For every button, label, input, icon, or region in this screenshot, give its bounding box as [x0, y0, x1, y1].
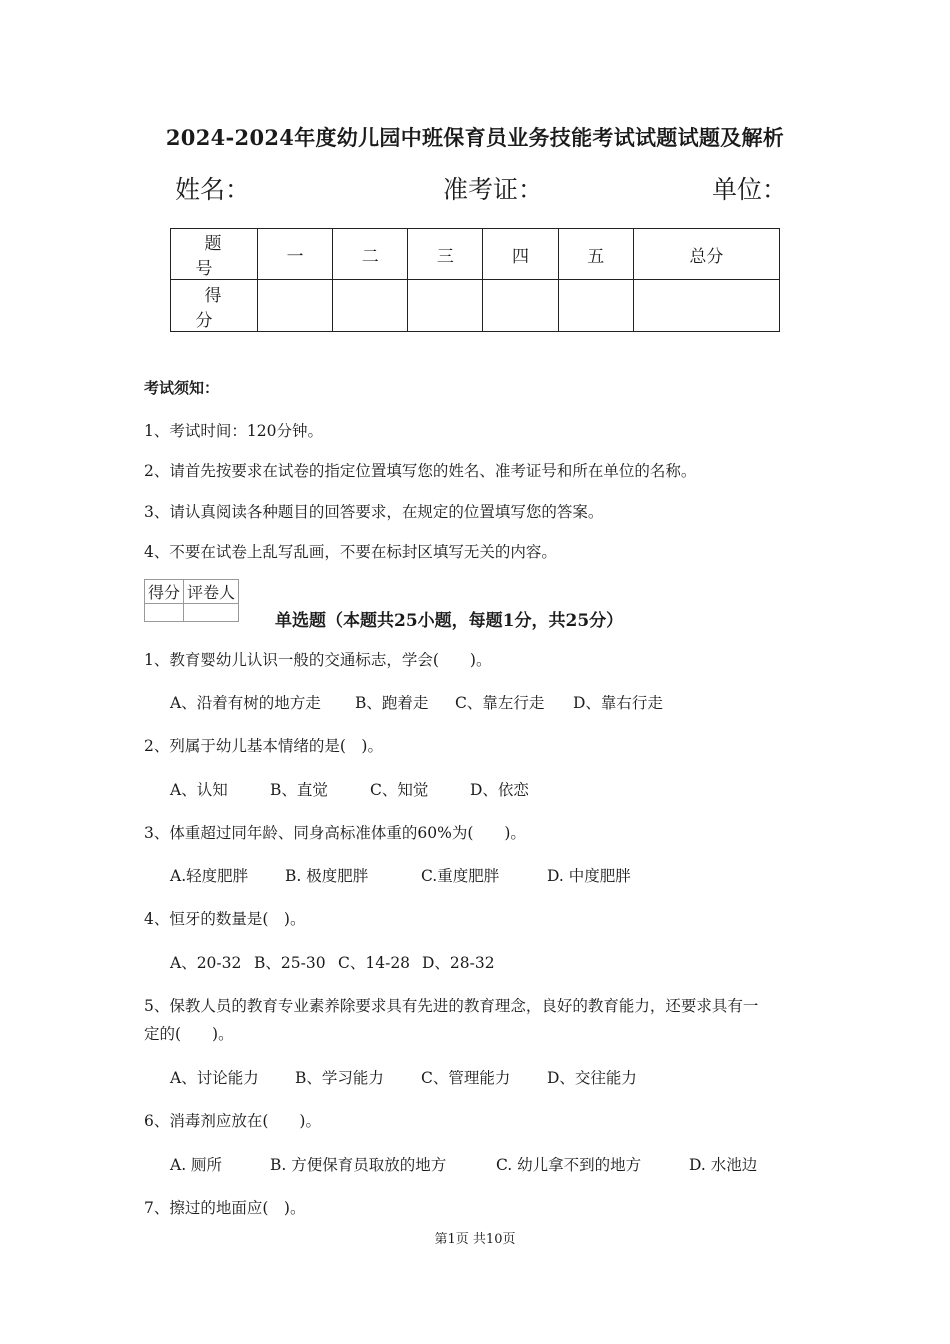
notice-item: 1、考试时间：120分钟。 [144, 422, 323, 440]
option[interactable]: B、学习能力 [295, 1069, 384, 1087]
option[interactable]: C、14-28 [338, 954, 411, 972]
option[interactable]: B、25-30 [254, 954, 326, 972]
option[interactable]: B. 极度肥胖 [285, 867, 369, 885]
score-table [170, 228, 780, 332]
grader-box [144, 579, 239, 622]
page-title: 2024-2024年度幼儿园中班保育员业务技能考试试题试题及解析 [165, 125, 785, 150]
option[interactable]: B、跑着走 [355, 694, 429, 712]
notice-item: 3、请认真阅读各种题目的回答要求，在规定的位置填写您的答案。 [144, 503, 604, 521]
option[interactable]: A、沿着有树的地方走 [170, 694, 321, 712]
question-2-options [170, 778, 529, 800]
question-3-options [170, 864, 631, 886]
option[interactable]: A.轻度肥胖 [170, 867, 249, 885]
grader-reviewer-cell[interactable] [184, 604, 239, 622]
score-cell-1[interactable] [258, 280, 333, 332]
score-cell-4[interactable] [483, 280, 558, 332]
section-title: 单选题（本题共25小题，每题1分，共25分） [275, 611, 624, 631]
name-label: 姓名： [175, 175, 251, 204]
option[interactable]: B、直觉 [270, 781, 328, 799]
score-header-3: 三 [408, 229, 483, 280]
question-6: 6、消毒剂应放在( )。 [144, 1112, 321, 1130]
score-header-2: 二 [333, 229, 408, 280]
score-cell-5[interactable] [558, 280, 633, 332]
option[interactable]: D、交往能力 [547, 1069, 637, 1087]
question-5-continued: 定的( )。 [144, 1025, 234, 1043]
option[interactable]: A、讨论能力 [170, 1069, 259, 1087]
score-header-4: 四 [483, 229, 558, 280]
score-table-header-row [171, 229, 780, 280]
score-cell-3[interactable] [408, 280, 483, 332]
question-2: 2、列属于幼儿基本情绪的是( )。 [144, 737, 383, 755]
option[interactable]: C. 幼儿拿不到的地方 [496, 1156, 642, 1174]
option[interactable]: A、认知 [170, 781, 228, 799]
page-footer: 第1页 共10页 [434, 1232, 516, 1247]
notice-item: 4、不要在试卷上乱写乱画，不要在标封区填写无关的内容。 [144, 543, 557, 561]
exam-id-label: 准考证： [443, 175, 544, 204]
option[interactable]: A、20-32 [170, 954, 242, 972]
question-4-options [170, 951, 495, 973]
score-row-label: 得分 [171, 280, 258, 332]
option[interactable]: A. 厕所 [170, 1156, 223, 1174]
score-header-1: 一 [258, 229, 333, 280]
unit-label: 单位： [712, 175, 788, 204]
option[interactable]: D、依恋 [470, 781, 529, 799]
option[interactable]: C、知觉 [370, 781, 429, 799]
grader-score-label: 得分 [145, 580, 184, 604]
option[interactable]: D、靠右行走 [573, 694, 663, 712]
option[interactable]: C、管理能力 [421, 1069, 511, 1087]
question-3: 3、体重超过同年龄、同身高标准体重的60%为( )。 [144, 824, 526, 842]
score-header-number: 题号 [171, 229, 258, 280]
option[interactable]: D. 水池边 [689, 1156, 758, 1174]
notice-item: 2、请首先按要求在试卷的指定位置填写您的姓名、准考证号和所在单位的名称。 [144, 462, 697, 480]
question-6-options [170, 1153, 757, 1175]
grader-score-cell[interactable] [145, 604, 184, 622]
question-7: 7、擦过的地面应( )。 [144, 1199, 306, 1217]
option[interactable]: C、靠左行走 [455, 694, 545, 712]
option[interactable]: D. 中度肥胖 [547, 867, 631, 885]
option[interactable]: D、28-32 [422, 954, 495, 972]
score-header-5: 五 [558, 229, 633, 280]
question-4: 4、恒牙的数量是( )。 [144, 910, 306, 928]
question-1-options [170, 691, 663, 713]
option[interactable]: B. 方便保育员取放的地方 [270, 1156, 447, 1174]
question-1: 1、教育婴幼儿认识一般的交通标志，学会( )。 [144, 651, 492, 669]
grader-reviewer-label: 评卷人 [184, 580, 239, 604]
question-5: 5、保教人员的教育专业素养除要求具有先进的教育理念，良好的教育能力，还要求具有一 [144, 997, 759, 1015]
score-cell-total[interactable] [633, 280, 779, 332]
notice-title: 考试须知： [144, 379, 220, 397]
score-table-score-row [171, 280, 780, 332]
score-header-total: 总分 [633, 229, 779, 280]
option[interactable]: C.重度肥胖 [421, 867, 500, 885]
score-cell-2[interactable] [333, 280, 408, 332]
question-5-options [170, 1066, 637, 1088]
